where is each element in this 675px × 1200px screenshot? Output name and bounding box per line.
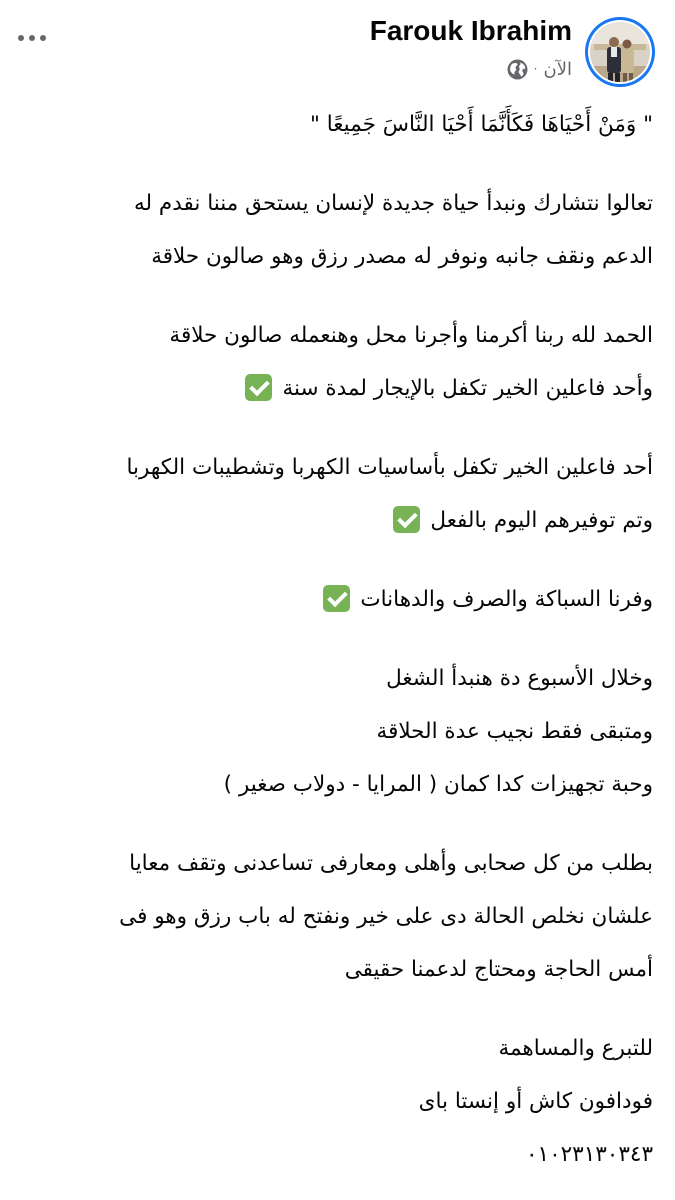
post-line: للتبرع والمساهمة [498, 1036, 653, 1061]
meta-separator: · [533, 62, 538, 76]
paragraph-gap [33, 811, 653, 837]
post-line-with-check [33, 573, 653, 626]
post-line-with-check [33, 494, 653, 547]
post-meta [507, 56, 572, 82]
phone-number: ٠١٠٢٣١٣٠٣٤٣ [525, 1142, 653, 1167]
post-line: علشان نخلص الحالة دى على خير ونفتح له باب رزق وهو فى [119, 904, 653, 929]
avatar-photo [590, 22, 650, 82]
avatar[interactable] [585, 17, 655, 87]
check-mark-button-icon [323, 585, 350, 612]
post-line: الحمد لله ربنا أكرمنا وأجرنا محل وهنعمله صالون حلاقة [169, 323, 653, 348]
more-options-icon [18, 35, 24, 41]
post-text [33, 98, 653, 1181]
paragraph-gap [33, 547, 653, 573]
post-line: تعالوا نتشارك ونبدأ حياة جديدة لإنسان يستحق مننا نقدم له [134, 191, 653, 216]
author-name[interactable]: Farouk Ibrahim [369, 15, 572, 46]
post-line: أحد فاعلين الخير تكفل بأساسيات الكهربا وتشطيبات الكهربا [126, 455, 653, 480]
post-time[interactable]: الآن [543, 58, 572, 80]
post-line-with-check [33, 362, 653, 415]
post-line: الدعم ونقف جانبه ونوفر له مصدر رزق وهو صالون حلاقة [151, 244, 653, 269]
globe-icon[interactable] [507, 59, 528, 80]
paragraph-gap [33, 151, 653, 177]
post-line-text: وأحد فاعلين الخير تكفل بالإيجار لمدة سنة [282, 376, 653, 401]
post-line-text: وتم توفيرهم اليوم بالفعل [430, 508, 653, 533]
post-line: فودافون كاش أو إنستا باى [418, 1089, 653, 1114]
paragraph-gap [33, 996, 653, 1022]
paragraph-gap [33, 283, 653, 309]
post-line: " وَمَنْ أَحْيَاهَا فَكَأَنَّمَا أَحْيَا النَّاسَ جَمِيعًا " [310, 112, 653, 137]
post-line: وخلال الأسبوع دة هنبدأ الشغل [386, 666, 653, 691]
post-line: بطلب من كل صحابى وأهلى ومعارفى تساعدنى وتقف معايا [129, 851, 653, 876]
post-line: ومتبقى فقط نجيب عدة الحلاقة [376, 719, 653, 744]
more-options-button[interactable] [14, 24, 50, 52]
avatar-frame [588, 20, 652, 84]
post-header [0, 0, 675, 95]
post-line: وحبة تجهيزات كدا كمان ( المرايا - دولاب صغير ) [223, 772, 653, 797]
check-mark-button-icon [393, 506, 420, 533]
post-line-text: وفرنا السباكة والصرف والدهانات [360, 587, 653, 612]
more-options-dot [40, 35, 46, 41]
more-options-dot [29, 35, 35, 41]
post-line: أمس الحاجة ومحتاج لدعمنا حقيقى [344, 957, 653, 982]
paragraph-gap [33, 626, 653, 652]
check-mark-button-icon [245, 374, 272, 401]
paragraph-gap [33, 415, 653, 441]
